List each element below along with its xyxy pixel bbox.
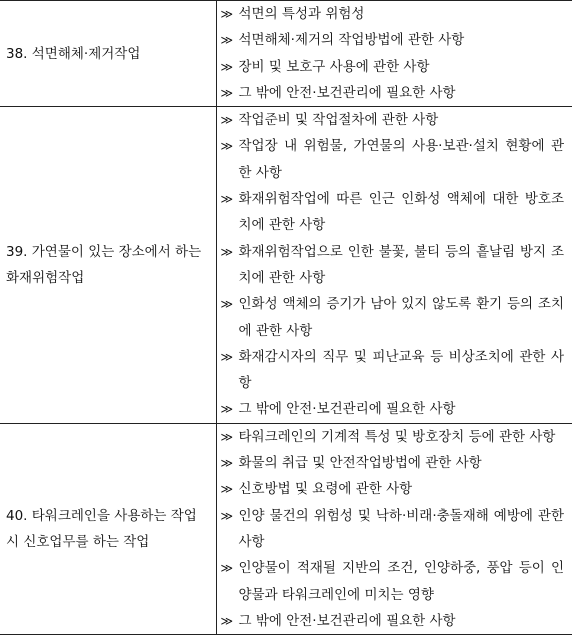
list-item-text: 인양 물건의 위험성 및 낙하·비래·충돌재해 예방에 관한 사항	[238, 507, 564, 550]
bullet-icon: ≫	[220, 85, 234, 100]
list-item	[221, 186, 565, 239]
list-item-text: 인양물이 적재될 지반의 조건, 인양하중, 풍압 등이 인양물과 타워크레인에 미치는 영향	[238, 560, 564, 603]
list-item	[221, 107, 565, 133]
bullet-icon: ≫	[220, 561, 234, 576]
training-items-cell	[216, 107, 572, 424]
list-item	[221, 450, 565, 476]
bullet-icon: ≫	[220, 456, 234, 471]
list-item	[221, 291, 565, 344]
work-type-cell: 40. 타워크레인을 사용하는 작업 시 신호업무를 하는 작업	[0, 423, 216, 634]
list-item	[221, 396, 565, 422]
bullet-icon: ≫	[220, 613, 234, 628]
list-item-text: 장비 및 보호구 사용에 관한 사항	[238, 58, 430, 75]
work-type-cell: 38. 석면해체·제거작업	[0, 1, 216, 107]
list-item	[221, 133, 565, 186]
training-items-cell	[216, 1, 572, 107]
list-item	[221, 54, 565, 80]
bullet-icon: ≫	[220, 297, 234, 312]
list-item-text: 인화성 액체의 증기가 남아 있지 않도록 환기 등의 조치에 관한 사항	[238, 296, 564, 339]
list-item-text: 신호방법 및 요령에 관한 사항	[238, 481, 413, 498]
list-item-text: 화재감시자의 직무 및 피난교육 등 비상조치에 관한 사항	[238, 348, 564, 392]
table-body	[0, 1, 572, 635]
list-item-text: 타워크레인의 기계적 특성 및 방호장치 등에 관한 사항	[238, 428, 556, 445]
list-item	[221, 608, 565, 634]
list-item	[221, 80, 565, 106]
list-item	[221, 424, 565, 450]
list-item	[221, 344, 565, 397]
list-item	[221, 476, 565, 502]
table-row	[0, 423, 572, 634]
list-item-text: 작업준비 및 작업절차에 관한 사항	[238, 112, 439, 129]
work-type-cell: 39. 가연물이 있는 장소에서 하는 화재위험작업	[0, 107, 216, 424]
bullet-icon: ≫	[220, 113, 234, 128]
list-item-text: 그 밖에 안전·보건관리에 필요한 사항	[238, 401, 456, 418]
list-item-text: 작업장 내 위험물, 가연물의 사용·보관·설치 현황에 관한 사항	[238, 138, 564, 181]
bullet-icon: ≫	[220, 192, 234, 207]
list-item-text: 그 밖에 안전·보건관리에 필요한 사항	[238, 612, 456, 629]
table-row	[0, 1, 572, 107]
list-item-text: 화물의 취급 및 안전작업방법에 관한 사항	[238, 455, 482, 472]
bullet-icon: ≫	[220, 7, 234, 21]
list-item-text: 화재위험작업에 따른 인근 인화성 액체에 대한 방호조치에 관한 사항	[238, 191, 564, 234]
bullet-icon: ≫	[220, 33, 234, 48]
list-item-text: 그 밖에 안전·보건관리에 필요한 사항	[238, 84, 456, 101]
bullet-icon: ≫	[220, 429, 234, 444]
bullet-icon: ≫	[220, 244, 234, 259]
list-item	[221, 27, 565, 53]
list-item-text: 화재위험작업으로 인한 불꽃, 불티 등의 흩날림 방지 조치에 관한 사항	[238, 243, 564, 286]
bullet-icon: ≫	[220, 508, 234, 523]
list-item-text: 석면해체·제거의 작업방법에 관한 사항	[238, 32, 465, 49]
list-item	[221, 1, 565, 27]
bullet-icon: ≫	[220, 139, 234, 154]
bullet-icon: ≫	[220, 402, 234, 417]
list-item-text: 석면의 특성과 위험성	[238, 6, 365, 22]
bullet-icon: ≫	[220, 59, 234, 74]
list-item	[221, 503, 565, 556]
bullet-icon: ≫	[220, 482, 234, 497]
bullet-icon: ≫	[220, 349, 234, 364]
training-items-cell	[216, 423, 572, 634]
list-item	[221, 555, 565, 608]
list-item	[221, 239, 565, 292]
table-row	[0, 107, 572, 424]
